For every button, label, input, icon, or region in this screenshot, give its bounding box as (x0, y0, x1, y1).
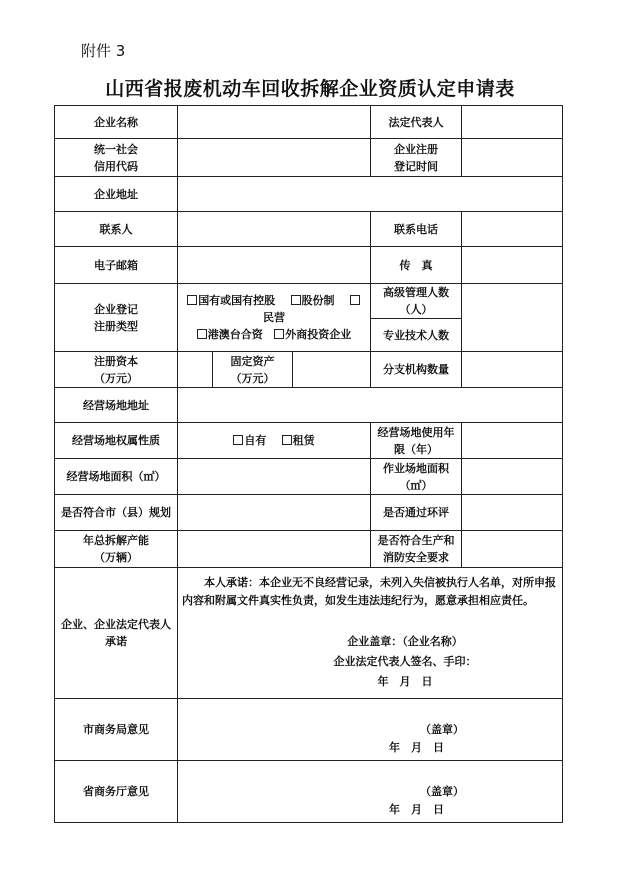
branches-label: 分支机构数量 (371, 352, 462, 388)
phone-label: 联系电话 (371, 212, 462, 247)
site-address-field[interactable] (178, 388, 563, 423)
reg-type-options (178, 284, 371, 352)
option-hk-macao-taiwan[interactable]: 港澳台合资 (197, 328, 263, 341)
eia-label: 是否通过环评 (371, 495, 462, 531)
option-private-label: 民营 (263, 311, 286, 324)
application-form-table (54, 105, 563, 823)
option-owned[interactable]: 自有 (233, 434, 266, 447)
pledge-company-seal: 企业盖章：（企业名称） (347, 635, 463, 648)
capacity-label: 年总拆解产能 （万辆） (55, 531, 178, 568)
site-address-label: 经营场地地址 (55, 388, 178, 423)
pledge-signature: 企业法定代表人签名、手印： (333, 655, 477, 668)
city-opinion-field[interactable] (178, 699, 563, 761)
contact-field[interactable] (178, 212, 371, 247)
site-ownership-label: 经营场地权属性质 (55, 423, 178, 459)
site-ownership-options (178, 423, 371, 459)
branches-field[interactable] (462, 352, 563, 388)
address-field[interactable] (178, 177, 563, 212)
safety-label: 是否符合生产和 消防安全要求 (371, 531, 462, 568)
checkbox-icon[interactable] (282, 435, 292, 445)
company-name-field[interactable] (178, 106, 371, 139)
tech-staff-label: 专业技术人数 (371, 319, 462, 352)
reg-type-label: 企业登记 注册类型 (55, 284, 178, 352)
checkbox-icon[interactable] (233, 435, 243, 445)
province-date: 年 月 日 (389, 803, 445, 816)
pledge-label: 企业、企业法定代表人 承诺 (55, 568, 178, 699)
planning-field[interactable] (178, 495, 371, 531)
option-state-owned[interactable]: 国有或国有控股 (187, 294, 275, 307)
fixed-assets-label: 固定资产 （万元） (213, 352, 293, 388)
legal-rep-field[interactable] (462, 106, 563, 139)
checkbox-icon[interactable] (197, 329, 207, 339)
attachment-label: 附件 3 (81, 42, 126, 60)
safety-field[interactable] (462, 531, 563, 568)
phone-field[interactable] (462, 212, 563, 247)
credit-code-label: 统一社会 信用代码 (55, 139, 178, 177)
credit-code-field[interactable] (178, 139, 371, 177)
work-area-label: 作业场地面积 （㎡） (371, 459, 462, 495)
city-date: 年 月 日 (389, 741, 445, 754)
form-title: 山西省报废机动车回收拆解企业资质认定申请表 (105, 78, 515, 100)
checkbox-icon[interactable] (187, 295, 197, 305)
option-foreign-invested[interactable]: 外商投资企业 (274, 328, 351, 341)
legal-rep-label: 法定代表人 (371, 106, 462, 139)
email-label: 电子邮箱 (55, 247, 178, 284)
planning-label: 是否符合市（县）规划 (55, 495, 178, 531)
email-field[interactable] (178, 247, 371, 284)
pledge-date: 年 月 日 (377, 675, 433, 688)
province-opinion-field[interactable] (178, 761, 563, 823)
staff-count-field[interactable] (462, 284, 563, 352)
company-name-label: 企业名称 (55, 106, 178, 139)
senior-mgmt-label: 高级管理人数 （人） (371, 284, 462, 319)
site-area-label: 经营场地面积（㎡） (55, 459, 178, 495)
checkbox-icon[interactable] (274, 329, 284, 339)
checkbox-icon[interactable] (291, 295, 301, 305)
province-seal: （盖章） (420, 785, 465, 798)
eia-field[interactable] (462, 495, 563, 531)
site-years-label: 经营场地使用年 限（年） (371, 423, 462, 459)
reg-capital-label: 注册资本 （万元） (55, 352, 178, 388)
pledge-text: 本人承诺：本企业无不良经营记录，未列入失信被执行人名单，对所申报内容和附属文件真实性负责，如发生违法违纪行为，愿意承担相应责任。 (182, 576, 556, 607)
work-area-field[interactable] (462, 459, 563, 495)
site-years-field[interactable] (462, 423, 563, 459)
address-label: 企业地址 (55, 177, 178, 212)
site-area-field[interactable] (178, 459, 371, 495)
city-opinion-label: 市商务局意见 (55, 699, 178, 761)
contact-label: 联系人 (55, 212, 178, 247)
pledge-cell (178, 568, 563, 699)
reg-time-label: 企业注册 登记时间 (371, 139, 462, 177)
capacity-field[interactable] (178, 531, 371, 568)
reg-capital-field[interactable] (178, 352, 213, 388)
reg-time-field[interactable] (462, 139, 563, 177)
fax-label: 传 真 (371, 247, 462, 284)
city-seal: （盖章） (420, 723, 465, 736)
option-joint-stock[interactable]: 股份制 (291, 294, 335, 307)
checkbox-private-icon[interactable] (350, 295, 360, 305)
fixed-assets-field[interactable] (293, 352, 371, 388)
fax-field[interactable] (462, 247, 563, 284)
option-leased[interactable]: 租赁 (282, 434, 315, 447)
province-opinion-label: 省商务厅意见 (55, 761, 178, 823)
